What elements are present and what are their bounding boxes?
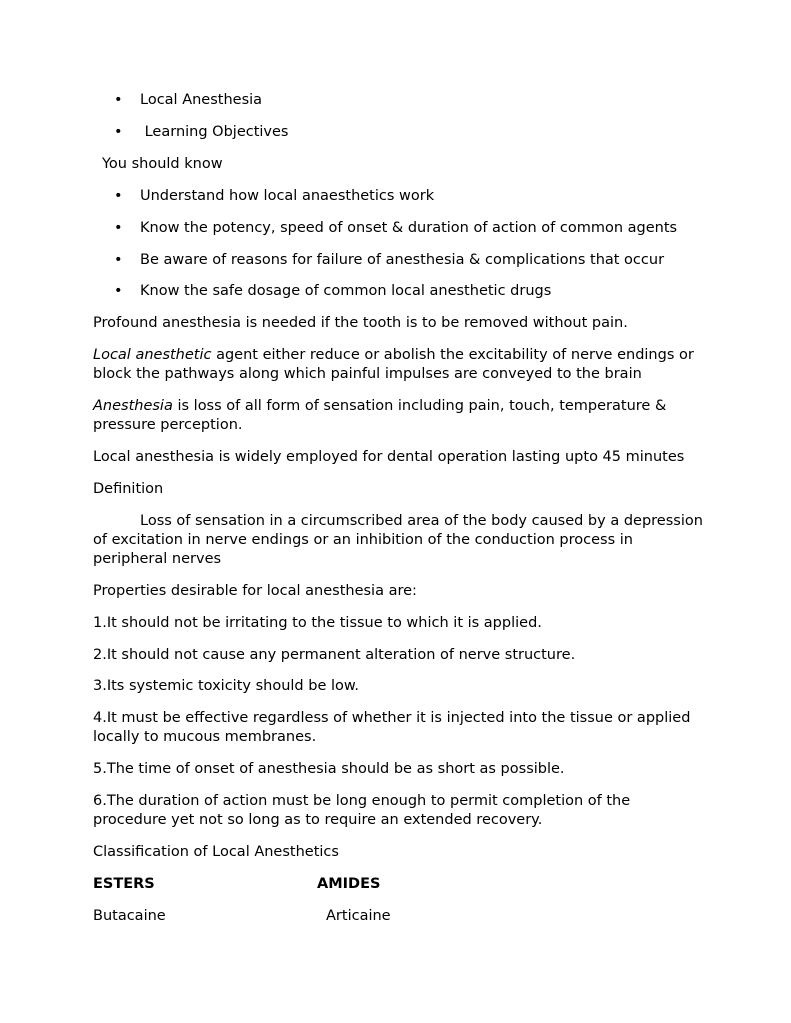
property-item: 4.It must be effective regardless of whether it is injected into the tissue or applied locally to mucous membranes. bbox=[93, 710, 691, 745]
property-item: 5.The time of onset of anesthesia should be as short as possible. bbox=[93, 761, 565, 777]
bullet-marker: • bbox=[114, 188, 123, 204]
properties-heading: Properties desirable for local anesthesia are: bbox=[93, 583, 417, 599]
definition-paragraph bbox=[93, 512, 705, 569]
local-anesthetic-term: Local anesthetic bbox=[93, 347, 212, 363]
classification-heading: Classification of Local Anesthetics bbox=[93, 844, 339, 860]
bullet-marker: • bbox=[114, 220, 123, 236]
objective-item: Be aware of reasons for failure of anesthesia & complications that occur bbox=[140, 252, 665, 268]
amides-column-header: AMIDES bbox=[317, 876, 381, 892]
document-title: Local Anesthesia bbox=[140, 92, 263, 108]
profound-anesthesia-paragraph: Profound anesthesia is needed if the tooth is to be removed without pain. bbox=[93, 315, 628, 331]
local-anesthetic-paragraph bbox=[93, 346, 703, 384]
anesthesia-term: Anesthesia bbox=[93, 398, 173, 414]
you-should-know-label: You should know bbox=[102, 156, 223, 172]
property-item: 3.Its systemic toxicity should be low. bbox=[93, 678, 360, 694]
anesthesia-description: is loss of all form of sensation including pain, touch, temperature & pressure perception. bbox=[93, 398, 667, 433]
bullet-marker: • bbox=[114, 252, 123, 268]
learning-objectives-heading: Learning Objectives bbox=[140, 124, 289, 140]
objective-item: Understand how local anaesthetics work bbox=[140, 188, 435, 204]
objective-item: Know the safe dosage of common local anesthetic drugs bbox=[140, 283, 552, 299]
anesthesia-definition-paragraph bbox=[93, 397, 703, 435]
esters-column-header: ESTERS bbox=[93, 876, 155, 892]
bullet-marker: • bbox=[114, 283, 123, 299]
definition-text: Loss of sensation in a circumscribed area of the body caused by a depression of excitation in nerve endings or an inhibition of the conduction process in peripheral nerves bbox=[93, 513, 703, 567]
property-item: 1.It should not be irritating to the tissue to which it is applied. bbox=[93, 615, 542, 631]
bullet-marker: • bbox=[114, 124, 123, 140]
property-item: 2.It should not cause any permanent alteration of nerve structure. bbox=[93, 647, 576, 663]
amide-cell: Articaine bbox=[326, 908, 391, 924]
bullet-marker: • bbox=[114, 92, 123, 108]
definition-heading: Definition bbox=[93, 481, 164, 497]
objective-item: Know the potency, speed of onset & duration of action of common agents bbox=[140, 220, 678, 236]
property-item: 6.The duration of action must be long enough to permit completion of the procedure yet not so long as to require an extended recovery. bbox=[93, 793, 631, 828]
local-anesthetic-description: agent either reduce or abolish the excitability of nerve endings or block the pathways along which painful impulses are conveyed to the brain bbox=[93, 347, 694, 382]
widely-employed-paragraph: Local anesthesia is widely employed for dental operation lasting upto 45 minutes bbox=[93, 449, 685, 465]
ester-cell: Butacaine bbox=[93, 908, 166, 924]
